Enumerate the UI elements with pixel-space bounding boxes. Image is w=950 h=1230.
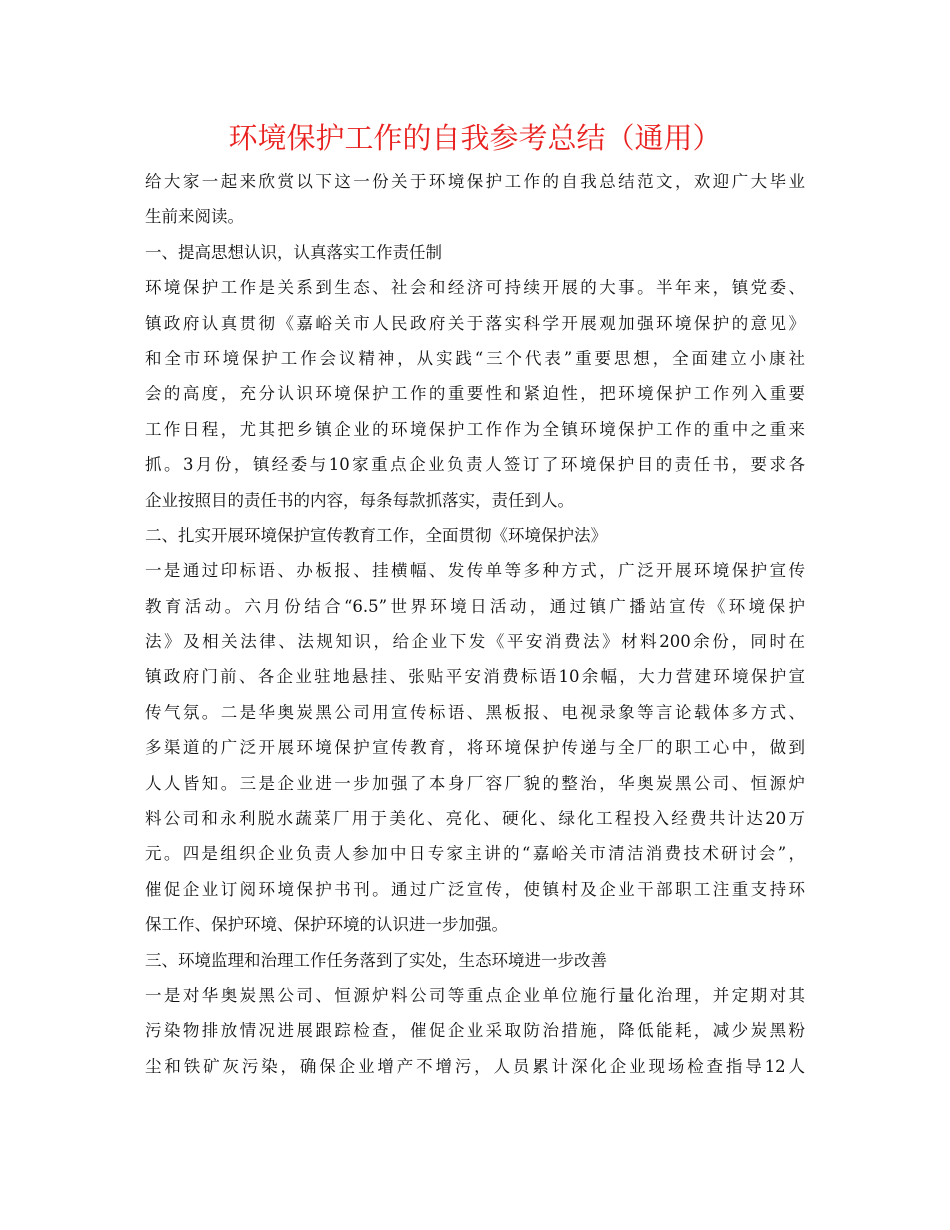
text-line: 法》及相关法律、法规知识，给企业下发《平安消费法》材料200余份，同时在 <box>145 632 805 652</box>
text-line: 多渠道的广泛开展环境保护宣传教育，将环境保护传递与全厂的职工心中，做到 <box>145 738 805 758</box>
text-line: 人人皆知。三是企业进一步加强了本身厂容厂貌的整治，华奥炭黑公司、恒源炉 <box>145 773 805 793</box>
text-line: 生前来阅读。 <box>145 207 244 227</box>
text-line: 催促企业订阅环境保护书刊。通过广泛宣传，使镇村及企业干部职工注重支持环 <box>145 879 805 899</box>
text-line: 镇政府认真贯彻《嘉峪关市人民政府关于落实科学开展观加强环境保护的意见》 <box>145 313 805 333</box>
text-line: 保工作、保护环境、保护环境的认识进一步加强。 <box>145 915 508 935</box>
document-body <box>145 164 805 1084</box>
text-line: 污染物排放情况进展跟踪检查，催促企业采取防治措施，降低能耗，减少炭黑粉 <box>145 1021 805 1041</box>
text-line: 二、扎实开展环境保护宣传教育工作，全面贯彻《环境保护法》 <box>145 525 607 545</box>
text-line: 镇政府门前、各企业驻地悬挂、张贴平安消费标语10余幅，大力营建环境保护宣 <box>145 667 805 687</box>
text-line: 会的高度，充分认识环境保护工作的重要性和紧迫性，把环境保护工作列入重要 <box>145 384 805 404</box>
text-line: 一是对华奥炭黑公司、恒源炉料公司等重点企业单位施行量化治理，并定期对其 <box>145 985 805 1005</box>
text-line: 一是通过印标语、办板报、挂横幅、发传单等多种方式，广泛开展环境保护宣传 <box>145 561 805 581</box>
document-title: 环境保护工作的自我参考总结（通用） <box>228 121 722 155</box>
text-line: 一、提高思想认识，认真落实工作责任制 <box>145 242 442 262</box>
text-line: 给大家一起来欣赏以下这一份关于环境保护工作的自我总结范文，欢迎广大毕业 <box>145 172 805 191</box>
text-line: 抓。3月份，镇经委与10家重点企业负责人签订了环境保护目的责任书，要求各 <box>145 455 805 475</box>
text-line: 尘和铁矿灰污染，确保企业增产不增污，人员累计深化企业现场检查指导12人 <box>145 1056 805 1076</box>
text-line: 工作日程，尤其把乡镇企业的环境保护工作作为全镇环境保护工作的重中之重来 <box>145 419 805 439</box>
text-line: 环境保护工作是关系到生态、社会和经济可持续开展的大事。半年来，镇党委、 <box>145 278 805 298</box>
text-line: 三、环境监理和治理工作任务落到了实处，生态环境进一步改善 <box>145 950 607 970</box>
text-line: 传气氛。二是华奥炭黑公司用宣传标语、黑板报、电视录象等言论载体多方式、 <box>145 702 805 722</box>
text-line: 元。四是组织企业负责人参加中日专家主讲的“嘉峪关市清洁消费技术研讨会”， <box>145 844 805 864</box>
text-line: 和全市环境保护工作会议精神，从实践“三个代表”重要思想，全面建立小康社 <box>145 348 805 368</box>
text-line: 企业按照目的责任书的内容，每条每款抓落实，责任到人。 <box>145 490 574 510</box>
text-line: 教育活动。六月份结合“6.5”世界环境日活动，通过镇广播站宣传《环境保护 <box>145 596 805 616</box>
text-line: 料公司和永利脱水蔬菜厂用于美化、亮化、硬化、绿化工程投入经费共计达20万 <box>145 809 805 829</box>
